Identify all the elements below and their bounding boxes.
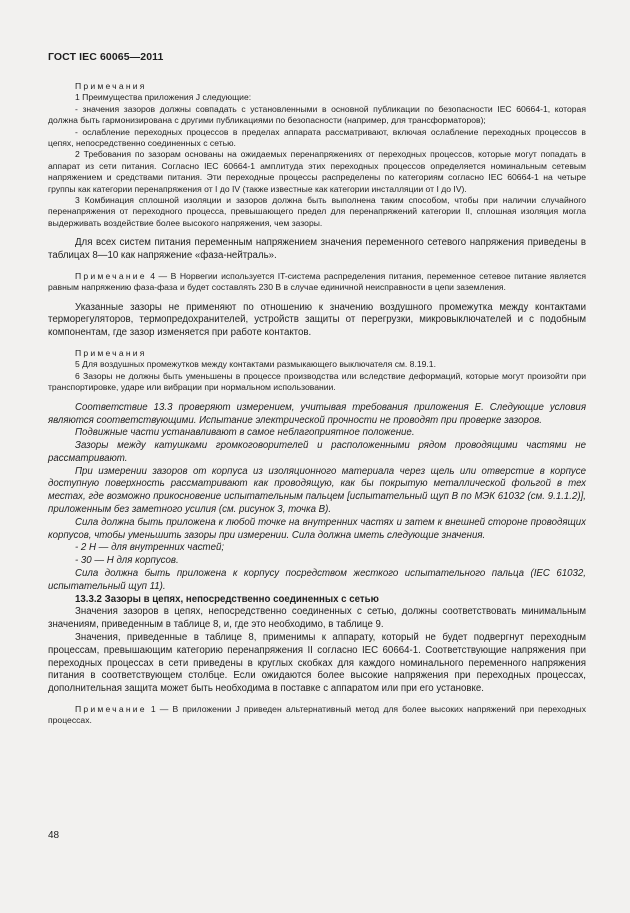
section-para-1: Значения зазоров в цепях, непосредственно соединенных с сетью, должны соответствовать минимальным значениям, приведенным в таблице 8, и, где это необходимо, в таблице 9. bbox=[48, 606, 586, 631]
page-number: 48 bbox=[48, 830, 60, 841]
document-header: ГОСТ IEC 60065—2011 bbox=[48, 51, 164, 63]
note-item-3: 3 Комбинация сплошной изоляции и зазоров должна быть выполнена таким способом, чтобы при наличии случайного перенапряжения от переходного процесса, превышающего предел для перенапряжений категории II, сплошная изоляция могла выдерживать воздействие более высокого напряжения, чем зазоры. bbox=[48, 195, 586, 228]
note-4-label: Примечание bbox=[75, 270, 147, 281]
note-item-1: 1 Преимущества приложения J следующие: bbox=[75, 92, 252, 103]
note-item-1-dash-1: - значения зазоров должны совпадать с установленными в основной публикации по безопасности IEC 60664-1, которая должна быть гармонизирована с другими публикациями по безопасности (например, для трансформаторов); bbox=[48, 103, 586, 126]
notes-title: Примечания bbox=[75, 81, 147, 91]
compliance-para-8: Сила должна быть приложена к корпусу посредством жесткого испытательного пальца (IEC 61032, испытательный щуп 11). bbox=[48, 568, 586, 592]
note-item-2: 2 Требования по зазорам основаны на ожидаемых перенапряжениях от переходных процессов, которые могут попадать в аппарат из сети питания. Согласно IEC 60664-1 амплитуда этих переходных процессов определяется номинальным сетевым напряжением и средствами питания. Эти переходные процессы распределены по категориям согласно IEC 60664-1 на четыре группы как категории перенапряжения от I до IV (также известные как категории инсталляции от I до IV). bbox=[48, 149, 586, 194]
note-4-text: 4 — В Норвегии используется IT-система распределения питания, переменное сетевое питание является равным напряжению фаза-фаза и будет составлять 230 В в случае единичной неисправности в цепи заземления. bbox=[48, 270, 586, 293]
compliance-para-5: Сила должна быть приложена к любой точке на внутренних частях и затем к внешней стороне проводящих корпусов, чтобы уменьшить зазоры при измерении. Сила должна иметь следующие значения. bbox=[48, 516, 586, 541]
paragraph-all-systems: Для всех систем питания переменным напряжением значения переменного сетевого напряжения приведены в таблицах 8—10 как напряжение «фаза-нейтраль». bbox=[48, 237, 586, 262]
note-item-6: 6 Зазоры не должны быть уменьшены в процессе производства или вследствие деформаций, которые могут произойти при транспортировке, ударе или вибрации при нормальном использовании. bbox=[48, 370, 586, 393]
note-last-label: Примечание bbox=[75, 704, 147, 715]
note-last-text: 1 — В приложении J приведен альтернативный метод для более высоких напряжений при переходных процессах. bbox=[48, 704, 586, 726]
note-4 bbox=[48, 271, 586, 294]
paragraph-thermo: Указанные зазоры не применяют по отношению к значению воздушного промежутка между контактами терморегуляторов, термопредохранителей, устройств защиты от перегрузки, микровыключателей и с подобным компонентам, где зазор изменяется при работе контактов. bbox=[48, 301, 586, 339]
section-para-2: Значения, приведенные в таблице 8, применимы к аппарату, который не будет подвергнут переходным процессам, превышающим категорию перенапряжения II согласно IEC 60664-1. Соответствующие напряжения при переходных процессах в сети приведены в круглых скобках для каждого номинального переменного напряжения питания в соответствующем столбце. Если ожидаются более высокие напряжения при переходных процессах, дополнительная защита может быть необходима в поставке с аппаратом или при его установке. bbox=[48, 632, 586, 695]
compliance-para-7: - 30 — Н для корпусов. bbox=[75, 555, 179, 567]
page-content bbox=[48, 81, 586, 727]
compliance-para-1: Соответствие 13.3 проверяют измерением, учитывая требования приложения Е. Следующие условия являются соответствующими. Испытание электрической прочности не проводят при проверке зазоров. bbox=[48, 401, 586, 426]
note-last bbox=[48, 704, 586, 727]
section-heading: 13.3.2 Зазоры в цепях, непосредственно соединенных с сетью bbox=[75, 593, 379, 605]
compliance-para-2: Подвижные части устанавливают в самое неблагоприятное положение. bbox=[75, 427, 415, 439]
compliance-para-3: Зазоры между катушками громкоговорителей и расположенными рядом проводящими частями не рассматривают. bbox=[48, 440, 586, 464]
note-item-5: 5 Для воздушных промежутков между контактами размыкающего выключателя см. 8.19.1. bbox=[75, 359, 436, 370]
notes-2-title: Примечания bbox=[75, 348, 147, 359]
compliance-para-6: - 2 Н — для внутренних частей; bbox=[75, 542, 225, 554]
compliance-para-4: При измерении зазоров от корпуса из изоляционного материала через щель или отверстие в корпусе доступную поверхность рассматривают как проводящую, как бы покрытую металлической фольгой в тех местах, где возможно прикосновение испытательным пальцем [испытательный щуп В по МЭК 61032 (см. 9.1.1.2)], приложенным без заметного усилия (см. рисунок 3, точка В). bbox=[48, 465, 586, 516]
note-item-1-dash-2: - ослабление переходных процессов в пределах аппарата рассматривают, включая ослабление переходных процессов в цепях, непосредственно соединенных с сетью. bbox=[48, 126, 586, 149]
